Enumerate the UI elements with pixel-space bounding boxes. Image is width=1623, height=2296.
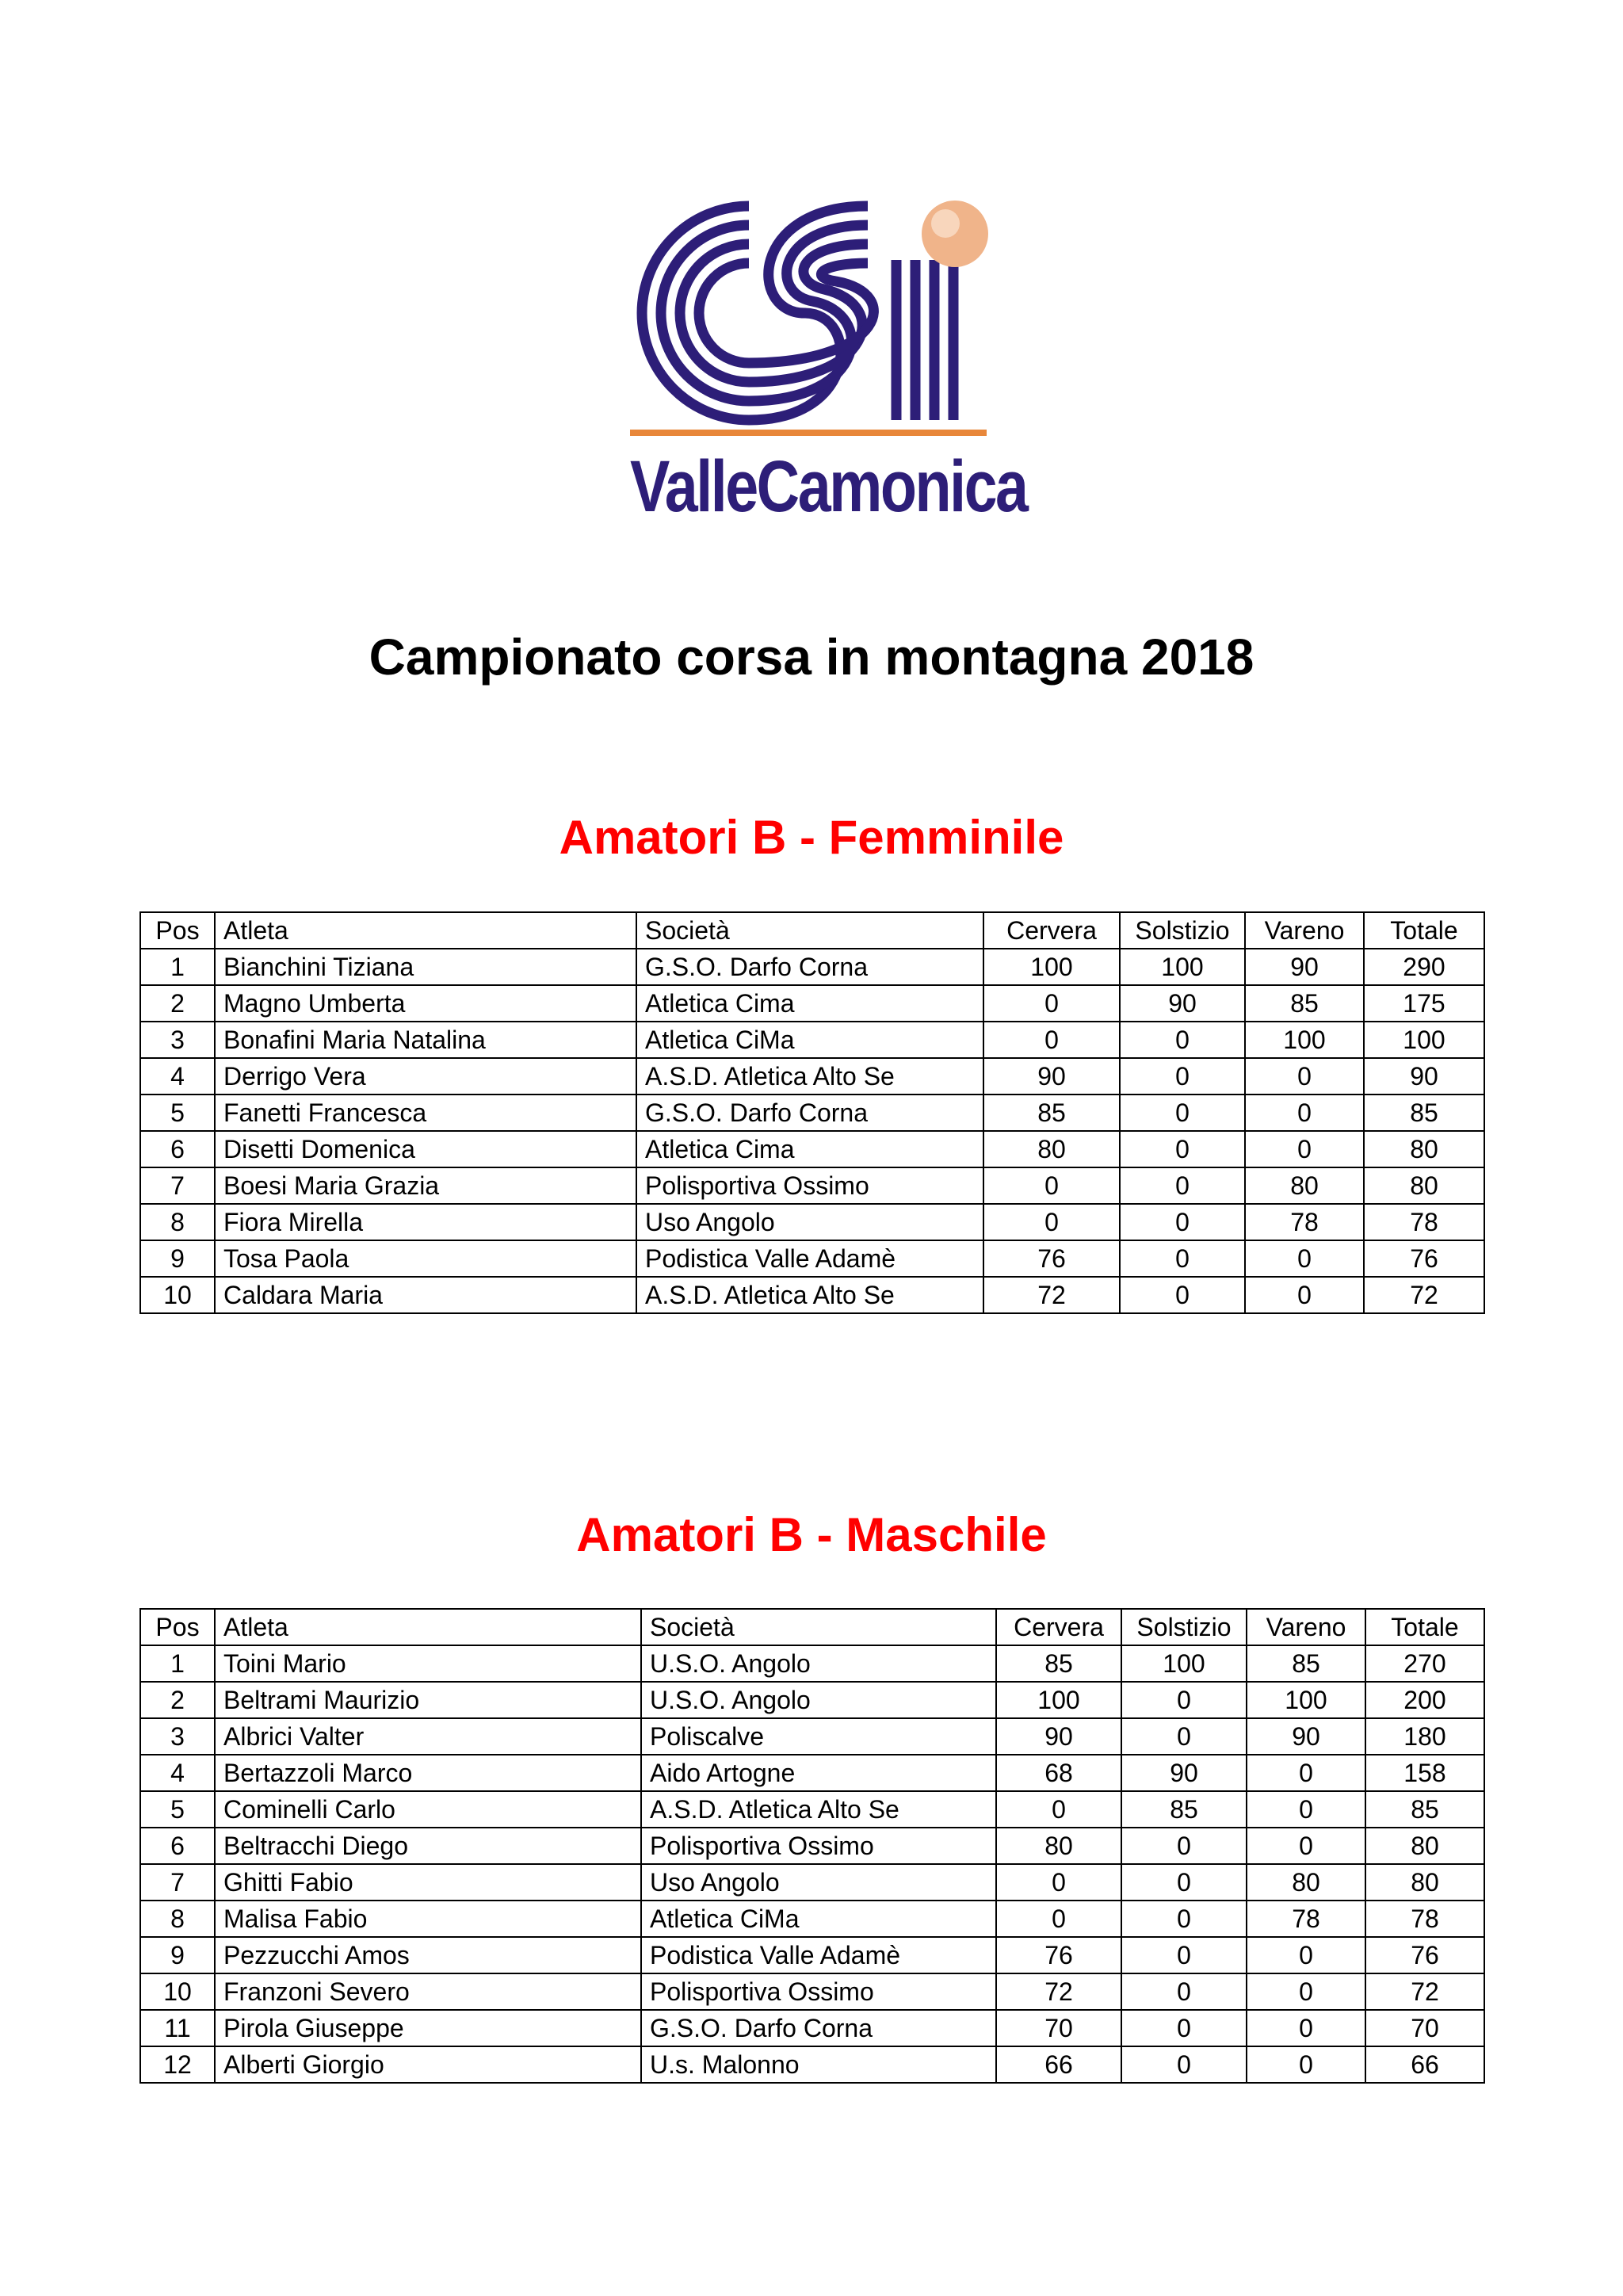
- table-row: [140, 2046, 1484, 2083]
- col-header-race1: Cervera: [996, 1609, 1121, 1645]
- cell-athlete: Tosa Paola: [215, 1240, 636, 1277]
- cell-total: 175: [1364, 985, 1484, 1022]
- logo-text: ValleCamonica: [630, 446, 1027, 527]
- table-row: [140, 1167, 1484, 1204]
- col-header-race3: Vareno: [1247, 1609, 1365, 1645]
- table-row: [140, 1864, 1484, 1901]
- cell-race3: 80: [1245, 1167, 1364, 1204]
- cell-club: G.S.O. Darfo Corna: [636, 949, 983, 985]
- cell-race2: 0: [1120, 1204, 1245, 1240]
- table-row: [140, 1277, 1484, 1313]
- cell-pos: 7: [140, 1167, 215, 1204]
- cell-race2: 90: [1120, 985, 1245, 1022]
- cell-club: G.S.O. Darfo Corna: [641, 2010, 996, 2046]
- cell-total: 72: [1365, 1973, 1484, 2010]
- cell-athlete: Fiora Mirella: [215, 1204, 636, 1240]
- cell-race2: 0: [1121, 1828, 1247, 1864]
- cell-race2: 0: [1121, 1864, 1247, 1901]
- cell-total: 85: [1364, 1095, 1484, 1131]
- cell-athlete: Magno Umberta: [215, 985, 636, 1022]
- cell-athlete: Caldara Maria: [215, 1277, 636, 1313]
- cell-race1: 76: [996, 1937, 1121, 1973]
- cell-athlete: Toini Mario: [215, 1645, 641, 1682]
- cell-pos: 9: [140, 1240, 215, 1277]
- cell-athlete: Albrici Valter: [215, 1718, 641, 1755]
- cell-race1: 90: [996, 1718, 1121, 1755]
- cell-athlete: Franzoni Severo: [215, 1973, 641, 2010]
- cell-pos: 3: [140, 1022, 215, 1058]
- cell-race2: 100: [1121, 1645, 1247, 1682]
- section-title-maschile: Amatori B - Maschile: [576, 1508, 1047, 1561]
- cell-race3: 0: [1247, 1973, 1365, 2010]
- cell-pos: 3: [140, 1718, 215, 1755]
- col-header-race2: Solstizio: [1121, 1609, 1247, 1645]
- cell-race1: 85: [996, 1645, 1121, 1682]
- cell-athlete: Bonafini Maria Natalina: [215, 1022, 636, 1058]
- cell-race2: 0: [1120, 1167, 1245, 1204]
- cell-race2: 85: [1121, 1791, 1247, 1828]
- cell-race1: 0: [983, 1204, 1120, 1240]
- cell-total: 70: [1365, 2010, 1484, 2046]
- col-header-athlete: Atleta: [215, 912, 636, 949]
- cell-club: Aido Artogne: [641, 1755, 996, 1791]
- table-row: [140, 1718, 1484, 1755]
- cell-race1: 72: [996, 1973, 1121, 2010]
- logo: [630, 190, 1027, 531]
- cell-total: 158: [1365, 1755, 1484, 1791]
- cell-race1: 85: [983, 1095, 1120, 1131]
- cell-athlete: Pezzucchi Amos: [215, 1937, 641, 1973]
- cell-athlete: Fanetti Francesca: [215, 1095, 636, 1131]
- cell-race2: 0: [1121, 1937, 1247, 1973]
- cell-total: 78: [1365, 1901, 1484, 1937]
- cell-race2: 100: [1120, 949, 1245, 985]
- cell-total: 85: [1365, 1791, 1484, 1828]
- cell-athlete: Beltracchi Diego: [215, 1828, 641, 1864]
- cell-athlete: Pirola Giuseppe: [215, 2010, 641, 2046]
- cell-race1: 0: [983, 1022, 1120, 1058]
- table-row: [140, 949, 1484, 985]
- ranking-table-maschile: [139, 1608, 1485, 2084]
- table-header-row: [140, 912, 1484, 949]
- cell-pos: 5: [140, 1791, 215, 1828]
- cell-athlete: Bertazzoli Marco: [215, 1755, 641, 1791]
- table-row: [140, 1755, 1484, 1791]
- cell-race2: 0: [1121, 1718, 1247, 1755]
- cell-club: Polisportiva Ossimo: [636, 1167, 983, 1204]
- cell-club: Atletica CiMa: [636, 1022, 983, 1058]
- cell-race3: 0: [1247, 1755, 1365, 1791]
- cell-total: 80: [1364, 1131, 1484, 1167]
- table-row: [140, 1901, 1484, 1937]
- cell-race3: 78: [1245, 1204, 1364, 1240]
- cell-pos: 10: [140, 1277, 215, 1313]
- cell-club: U.S.O. Angolo: [641, 1645, 996, 1682]
- col-header-total: Totale: [1364, 912, 1484, 949]
- cell-total: 72: [1364, 1277, 1484, 1313]
- cell-race3: 0: [1247, 2010, 1365, 2046]
- table-row: [140, 1204, 1484, 1240]
- cell-total: 90: [1364, 1058, 1484, 1095]
- cell-race3: 0: [1245, 1058, 1364, 1095]
- cell-club: Polisportiva Ossimo: [641, 1973, 996, 2010]
- col-header-total: Totale: [1365, 1609, 1484, 1645]
- cell-total: 76: [1364, 1240, 1484, 1277]
- cell-club: Atletica Cima: [636, 1131, 983, 1167]
- cell-club: G.S.O. Darfo Corna: [636, 1095, 983, 1131]
- csi-logo-icon: [630, 190, 995, 436]
- cell-race2: 0: [1120, 1095, 1245, 1131]
- cell-total: 80: [1365, 1864, 1484, 1901]
- cell-club: A.S.D. Atletica Alto Se: [636, 1058, 983, 1095]
- table-row: [140, 2010, 1484, 2046]
- cell-race2: 0: [1120, 1277, 1245, 1313]
- cell-pos: 11: [140, 2010, 215, 2046]
- cell-race2: 0: [1120, 1240, 1245, 1277]
- cell-race1: 70: [996, 2010, 1121, 2046]
- cell-athlete: Bianchini Tiziana: [215, 949, 636, 985]
- cell-race2: 0: [1120, 1058, 1245, 1095]
- col-header-pos: Pos: [140, 1609, 215, 1645]
- cell-pos: 1: [140, 949, 215, 985]
- cell-total: 180: [1365, 1718, 1484, 1755]
- cell-race1: 100: [983, 949, 1120, 985]
- cell-club: U.s. Malonno: [641, 2046, 996, 2083]
- cell-total: 78: [1364, 1204, 1484, 1240]
- table-header-row: [140, 1609, 1484, 1645]
- cell-athlete: Beltrami Maurizio: [215, 1682, 641, 1718]
- section-title-femminile: Amatori B - Femminile: [559, 811, 1064, 864]
- cell-race3: 0: [1245, 1131, 1364, 1167]
- cell-pos: 6: [140, 1131, 215, 1167]
- cell-race1: 72: [983, 1277, 1120, 1313]
- cell-race3: 78: [1247, 1901, 1365, 1937]
- cell-race1: 90: [983, 1058, 1120, 1095]
- cell-athlete: Alberti Giorgio: [215, 2046, 641, 2083]
- cell-club: A.S.D. Atletica Alto Se: [636, 1277, 983, 1313]
- cell-pos: 8: [140, 1901, 215, 1937]
- cell-race1: 80: [983, 1131, 1120, 1167]
- cell-race2: 0: [1121, 1973, 1247, 2010]
- cell-race1: 0: [996, 1791, 1121, 1828]
- table-row: [140, 985, 1484, 1022]
- cell-total: 270: [1365, 1645, 1484, 1682]
- cell-race3: 80: [1247, 1864, 1365, 1901]
- cell-race2: 0: [1120, 1131, 1245, 1167]
- cell-athlete: Ghitti Fabio: [215, 1864, 641, 1901]
- table-row: [140, 1058, 1484, 1095]
- col-header-club: Società: [641, 1609, 996, 1645]
- cell-club: U.S.O. Angolo: [641, 1682, 996, 1718]
- table-row: [140, 1240, 1484, 1277]
- cell-pos: 4: [140, 1058, 215, 1095]
- cell-athlete: Cominelli Carlo: [215, 1791, 641, 1828]
- col-header-race1: Cervera: [983, 912, 1120, 949]
- cell-pos: 10: [140, 1973, 215, 2010]
- cell-total: 200: [1365, 1682, 1484, 1718]
- cell-total: 76: [1365, 1937, 1484, 1973]
- cell-athlete: Derrigo Vera: [215, 1058, 636, 1095]
- cell-race1: 0: [996, 1901, 1121, 1937]
- col-header-race2: Solstizio: [1120, 912, 1245, 949]
- cell-pos: 4: [140, 1755, 215, 1791]
- cell-club: A.S.D. Atletica Alto Se: [641, 1791, 996, 1828]
- cell-race3: 85: [1247, 1645, 1365, 1682]
- table-row: [140, 1645, 1484, 1682]
- cell-race1: 0: [996, 1864, 1121, 1901]
- cell-race3: 0: [1245, 1240, 1364, 1277]
- cell-athlete: Disetti Domenica: [215, 1131, 636, 1167]
- table-row: [140, 1791, 1484, 1828]
- cell-race2: 0: [1121, 2010, 1247, 2046]
- cell-race3: 100: [1247, 1682, 1365, 1718]
- cell-race3: 0: [1247, 1828, 1365, 1864]
- table-row: [140, 1973, 1484, 2010]
- cell-race3: 100: [1245, 1022, 1364, 1058]
- cell-athlete: Malisa Fabio: [215, 1901, 641, 1937]
- page-title: Campionato corsa in montagna 2018: [369, 628, 1254, 686]
- cell-club: Poliscalve: [641, 1718, 996, 1755]
- cell-race2: 0: [1121, 1682, 1247, 1718]
- cell-race2: 0: [1121, 2046, 1247, 2083]
- cell-race1: 66: [996, 2046, 1121, 2083]
- table-row: [140, 1937, 1484, 1973]
- cell-pos: 2: [140, 985, 215, 1022]
- cell-pos: 9: [140, 1937, 215, 1973]
- col-header-race3: Vareno: [1245, 912, 1364, 949]
- cell-race3: 90: [1245, 949, 1364, 985]
- col-header-club: Società: [636, 912, 983, 949]
- cell-race3: 0: [1245, 1095, 1364, 1131]
- cell-total: 290: [1364, 949, 1484, 985]
- cell-race3: 85: [1245, 985, 1364, 1022]
- cell-pos: 6: [140, 1828, 215, 1864]
- cell-pos: 2: [140, 1682, 215, 1718]
- cell-pos: 12: [140, 2046, 215, 2083]
- cell-race1: 0: [983, 1167, 1120, 1204]
- cell-total: 80: [1365, 1828, 1484, 1864]
- cell-race3: 0: [1247, 2046, 1365, 2083]
- cell-race1: 76: [983, 1240, 1120, 1277]
- table-row: [140, 1131, 1484, 1167]
- cell-athlete: Boesi Maria Grazia: [215, 1167, 636, 1204]
- cell-club: Polisportiva Ossimo: [641, 1828, 996, 1864]
- table-row: [140, 1682, 1484, 1718]
- col-header-pos: Pos: [140, 912, 215, 949]
- cell-club: Atletica CiMa: [641, 1901, 996, 1937]
- cell-club: Uso Angolo: [641, 1864, 996, 1901]
- cell-race1: 80: [996, 1828, 1121, 1864]
- cell-race1: 100: [996, 1682, 1121, 1718]
- cell-race3: 0: [1247, 1937, 1365, 1973]
- cell-total: 80: [1364, 1167, 1484, 1204]
- cell-club: Uso Angolo: [636, 1204, 983, 1240]
- table-row: [140, 1095, 1484, 1131]
- table-row: [140, 1828, 1484, 1864]
- cell-pos: 5: [140, 1095, 215, 1131]
- cell-club: Atletica Cima: [636, 985, 983, 1022]
- cell-race1: 68: [996, 1755, 1121, 1791]
- cell-race2: 90: [1121, 1755, 1247, 1791]
- cell-race3: 0: [1247, 1791, 1365, 1828]
- table-row: [140, 1022, 1484, 1058]
- cell-total: 66: [1365, 2046, 1484, 2083]
- cell-total: 100: [1364, 1022, 1484, 1058]
- cell-pos: 1: [140, 1645, 215, 1682]
- cell-pos: 7: [140, 1864, 215, 1901]
- cell-race1: 0: [983, 985, 1120, 1022]
- cell-pos: 8: [140, 1204, 215, 1240]
- cell-race3: 90: [1247, 1718, 1365, 1755]
- cell-race2: 0: [1121, 1901, 1247, 1937]
- col-header-athlete: Atleta: [215, 1609, 641, 1645]
- cell-race3: 0: [1245, 1277, 1364, 1313]
- cell-race2: 0: [1120, 1022, 1245, 1058]
- cell-club: Podistica Valle Adamè: [636, 1240, 983, 1277]
- ranking-table-femminile: [139, 911, 1485, 1314]
- cell-club: Podistica Valle Adamè: [641, 1937, 996, 1973]
